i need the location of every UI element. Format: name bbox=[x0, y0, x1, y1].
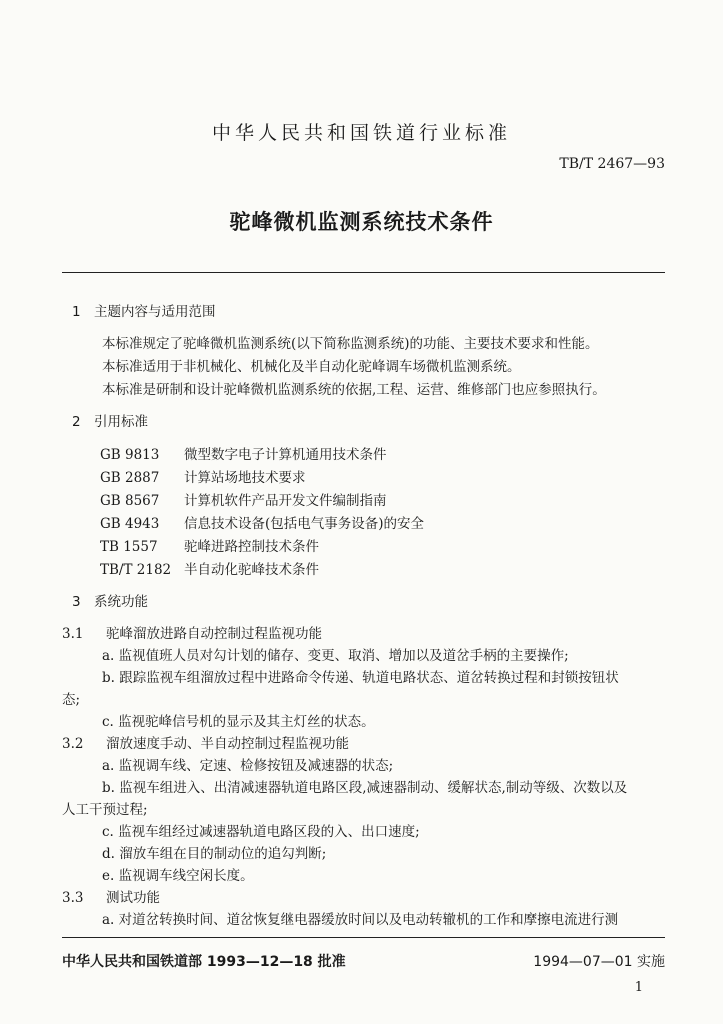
reference-code: TB/T 2182 bbox=[100, 562, 172, 578]
subsection-3-1-title: 驼峰溜放进路自动控制过程监视功能 bbox=[106, 626, 322, 642]
effective-date: 1994—07—01 实施 bbox=[533, 954, 665, 970]
subsection-3-3-number: 3.3 bbox=[62, 890, 84, 906]
item-3-2-b: b. 监视车组进入、出清减速器轨道电路区段,减速器制动、缓解状态,制动等级、次数以及 bbox=[102, 780, 628, 796]
section-1-number: 1 bbox=[72, 304, 81, 320]
reference-name: 计算机软件产品开发文件编制指南 bbox=[184, 493, 387, 509]
bottom-rule bbox=[62, 937, 665, 938]
reference-row bbox=[100, 535, 319, 555]
reference-row bbox=[100, 558, 319, 578]
reference-code: GB 8567 bbox=[100, 493, 160, 509]
reference-name: 驼峰进路控制技术条件 bbox=[184, 539, 319, 555]
document-title: 驼峰微机监测系统技术条件 bbox=[229, 210, 494, 234]
subsection-3-3-title: 测试功能 bbox=[106, 890, 160, 906]
reference-row bbox=[100, 512, 424, 532]
reference-name: 信息技术设备(包括电气事务设备)的安全 bbox=[184, 516, 425, 532]
reference-row bbox=[100, 489, 387, 509]
reference-row bbox=[100, 443, 387, 463]
issuer-statement: 中华人民共和国铁道部 1993—12—18 批准 bbox=[62, 954, 346, 970]
standard-code: TB/T 2467—93 bbox=[559, 156, 665, 172]
item-3-1-b-cont: 态; bbox=[62, 692, 81, 708]
section-1-heading bbox=[72, 300, 216, 320]
reference-code: GB 9813 bbox=[100, 447, 160, 463]
page-number: 1 bbox=[634, 980, 643, 995]
section-2-heading bbox=[72, 410, 148, 430]
section-1-para-1: 本标准规定了驼峰微机监测系统(以下简称监测系统)的功能、主要技术要求和性能。 bbox=[102, 336, 599, 352]
reference-name: 微型数字电子计算机通用技术条件 bbox=[184, 447, 387, 463]
section-3-title: 系统功能 bbox=[94, 594, 148, 610]
subsection-3-3-heading bbox=[62, 886, 160, 906]
section-1-para-3: 本标准是研制和设计驼峰微机监测系统的依据,工程、运营、维修部门也应参照执行。 bbox=[102, 382, 606, 398]
section-2-number: 2 bbox=[72, 414, 81, 430]
item-3-2-e: e. 监视调车线空闲长度。 bbox=[102, 868, 254, 884]
section-2-title: 引用标准 bbox=[94, 414, 148, 430]
item-3-2-c: c. 监视车组经过减速器轨道电路区段的入、出口速度; bbox=[102, 824, 420, 840]
top-rule bbox=[62, 272, 665, 273]
subsection-3-2-title: 溜放速度手动、半自动控制过程监视功能 bbox=[106, 736, 349, 752]
section-3-heading bbox=[72, 590, 148, 610]
item-3-1-a: a. 监视值班人员对勾计划的储存、变更、取消、增加以及道岔手柄的主要操作; bbox=[102, 648, 569, 664]
standard-header: 中华人民共和国铁道行业标准 bbox=[211, 122, 511, 144]
subsection-3-2-heading bbox=[62, 732, 349, 752]
item-3-3-a: a. 对道岔转换时间、道岔恢复继电器缓放时间以及电动转辙机的工作和摩擦电流进行测 bbox=[102, 912, 619, 928]
reference-row bbox=[100, 466, 306, 486]
subsection-3-2-number: 3.2 bbox=[62, 736, 84, 752]
section-3-number: 3 bbox=[72, 594, 81, 610]
reference-name: 半自动化驼峰技术条件 bbox=[184, 562, 319, 578]
item-3-1-b: b. 跟踪监视车组溜放过程中进路命令传递、轨道电路状态、道岔转换过程和封锁按钮状 bbox=[102, 670, 619, 686]
subsection-3-1-number: 3.1 bbox=[62, 626, 84, 642]
reference-code: GB 2887 bbox=[100, 470, 160, 486]
section-1-para-2: 本标准适用于非机械化、机械化及半自动化驼峰调车场微机监测系统。 bbox=[102, 359, 521, 375]
reference-code: GB 4943 bbox=[100, 516, 160, 532]
reference-name: 计算站场地技术要求 bbox=[184, 470, 306, 486]
item-3-2-a: a. 监视调车线、定速、检修按钮及减速器的状态; bbox=[102, 758, 394, 774]
item-3-1-c: c. 监视驼峰信号机的显示及其主灯丝的状态。 bbox=[102, 714, 375, 730]
item-3-2-d: d. 溜放车组在目的制动位的追勾判断; bbox=[102, 846, 327, 862]
item-3-2-b-cont: 人工干预过程; bbox=[62, 802, 148, 818]
reference-code: TB 1557 bbox=[100, 539, 158, 555]
subsection-3-1-heading bbox=[62, 622, 322, 642]
section-1-title: 主题内容与适用范围 bbox=[94, 304, 216, 320]
